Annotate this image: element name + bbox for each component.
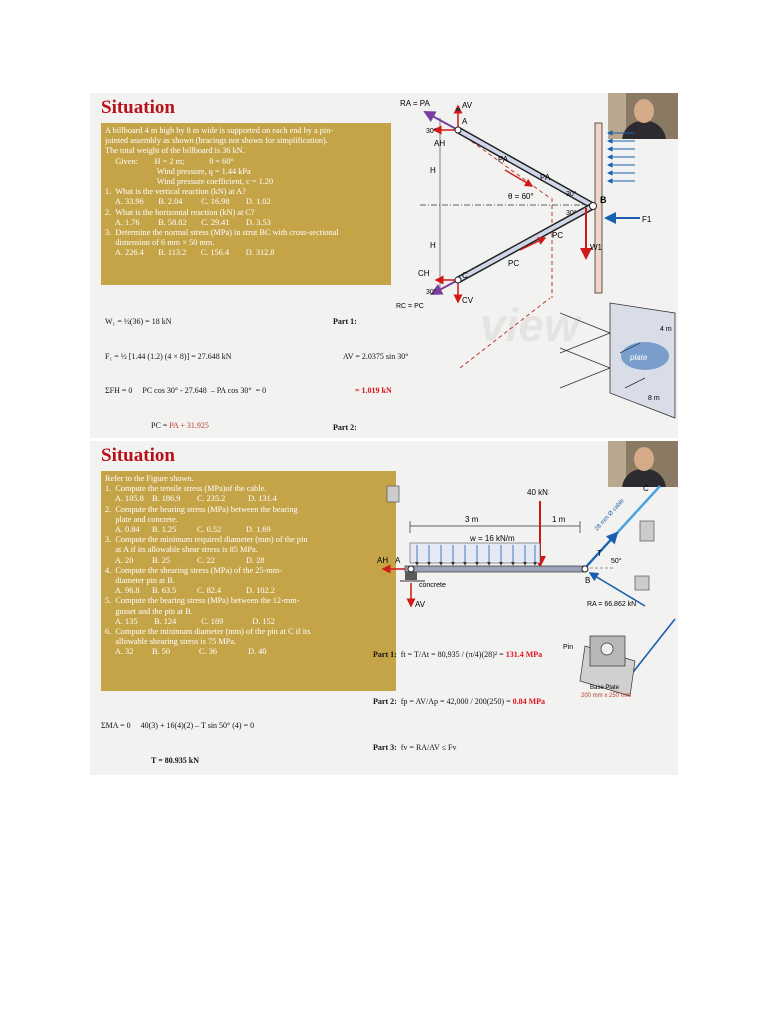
label-w1: W1	[590, 243, 602, 252]
part1-label: Part 1:	[333, 317, 357, 326]
problem-line: 6. Compute the minimum diameter (mm) of the pin at C if its	[105, 627, 311, 637]
part3-expr: fv = RA/AV ≤ Fv	[400, 743, 457, 752]
label-angle: 30°	[566, 210, 577, 217]
problem-line: 3. Compute the minimum required diameter (mm) of the pin	[105, 535, 308, 545]
problem-line: A. 1.76 B. 58.82 C. 29.41 D. 3.53	[105, 217, 271, 227]
problem-line: 1. What is the vertical reaction (kN) at A?	[105, 187, 246, 197]
part1-answer: 131.4 MPa	[505, 650, 543, 659]
part2-answer: 0.84 MPa	[512, 696, 546, 706]
problem-line: 4. Compute the shearing stress (MPa) of the 25-mm-	[105, 565, 282, 575]
problem-line: gusset and the pin at B.	[105, 606, 193, 616]
solution-line: ΣFH = 0 PC cos 30° - 27.648 – PA cos 30° = 0	[105, 386, 267, 395]
problem-line: A. 135 B. 124 C. 189 D. 152	[105, 616, 275, 626]
problem-line: A. 32 B. 50 C. 36 D. 40	[105, 647, 267, 657]
solution-line: W₁ = ½(36) = 18 kN	[105, 317, 172, 326]
solution-left	[105, 293, 272, 438]
label-theta: θ = 60°	[508, 192, 534, 201]
solution-line: PC =	[151, 420, 170, 430]
slide-billboard	[90, 93, 678, 438]
label-concrete: concrete	[419, 582, 446, 589]
solution-right	[333, 293, 452, 438]
label-av: AV	[462, 101, 473, 110]
label-pc1: PC	[552, 231, 564, 240]
label-c: C	[462, 271, 468, 280]
label-span2: 1 m	[552, 515, 566, 524]
label-ah: AH	[434, 139, 446, 148]
label-t: T	[597, 549, 602, 558]
problem-line: dimension of 6 mm × 50 mm.	[105, 238, 215, 248]
part1-line: AV = 2.0375 sin 30°	[343, 351, 409, 361]
solution-left	[101, 697, 377, 775]
label-av: AV	[415, 600, 426, 609]
part2-label: Part 2:	[373, 696, 397, 706]
label-pa2: PA	[540, 173, 551, 182]
label-rc: RC = PC	[396, 303, 424, 310]
label-ah: AH	[377, 556, 389, 565]
plate-logo-text: plate	[630, 353, 648, 362]
problem-line: Wind pressure coefficient, c = 1.20	[105, 177, 274, 187]
problem-line: at A if its allowable shear stress is 85 MPa.	[105, 545, 258, 555]
problem-box	[101, 471, 396, 691]
solution-line: F₁ = ½ [1.44 (1.2) (4 × 8)] = 27.648 kN	[105, 351, 232, 361]
label-angle: 30°	[566, 191, 577, 198]
problem-line: 2. Compute the bearing stress (MPa) between the bearing	[105, 504, 298, 514]
problem-line: Given: H = 2 m; θ = 60°	[105, 156, 234, 166]
problem-line: Wind pressure, q = 1.44 kPa	[105, 166, 251, 176]
part1-expr: ft = T/At = 80,935 / (π/4)(28)² =	[400, 650, 504, 659]
part2-label: Part 2:	[333, 422, 357, 432]
problem-line: 2. What is the horizontal reaction (kN) at C?	[105, 207, 255, 217]
problem-line: jointed assembly as shown (bracings not shown for simplification).	[105, 136, 328, 146]
label-cv: CV	[462, 296, 474, 305]
label-angle: 30°	[426, 128, 437, 135]
problem-line: The total weight of the billboard is 36 kN.	[105, 146, 245, 156]
label-ra: RA = 66.862 kN	[587, 601, 637, 608]
watermark-text: view	[480, 299, 580, 351]
label-ra: RA = PA	[400, 99, 430, 108]
pc-expression: PA + 31.925	[169, 420, 209, 430]
part1-label: Part 1:	[373, 650, 397, 659]
problem-line: A. 33.96 B. 2.04 C. 16.98 D. 1.02	[105, 197, 271, 207]
solution-right	[373, 626, 594, 775]
part1-answer: = 1.019 kN	[355, 386, 392, 395]
label-4m: 4 m	[660, 326, 672, 333]
label-plate-dim: 200 mm x 250 mm	[581, 693, 631, 699]
label-f1: F1	[642, 215, 652, 224]
label-c: C	[643, 484, 649, 493]
problem-line: 5. Compute the bearing stress (MPa) between the 12-mm-	[105, 596, 300, 606]
equation-ma: ΣMA = 0 40(3) + 16(4)(2) – T sin 50° (4) = 0	[101, 721, 255, 730]
label-cable: 28 mm Ø cable	[594, 498, 626, 533]
label-b: B	[600, 195, 607, 205]
slide-title: Situation	[101, 445, 175, 466]
label-pin: Pin	[563, 644, 574, 651]
problem-line: A. 0.84 B. 1.25 C. 0.52 D. 1.69	[105, 525, 271, 535]
label-h2: H	[430, 241, 436, 250]
label-a: A	[462, 117, 468, 126]
problem-line: allowable shearing stress is 75 MPa.	[105, 637, 237, 647]
problem-line: A. 96.8 B. 63.5 C. 82.4 D. 102.2	[105, 586, 275, 596]
label-angle: 50°	[611, 558, 622, 565]
label-b: B	[585, 576, 591, 585]
problem-line: diameter pin at B.	[105, 576, 175, 586]
label-pc2: PC	[508, 259, 520, 268]
label-base-plate: Base Plate	[590, 685, 620, 691]
label-angle: 30°	[426, 289, 437, 296]
label-h1: H	[430, 166, 436, 175]
label-pa1: PA	[498, 155, 509, 164]
problem-line: Refer to the Figure shown.	[105, 474, 194, 483]
slide-beam-cable	[90, 441, 678, 775]
equation-t: T = 80.935 kN	[151, 755, 199, 765]
label-span1: 3 m	[465, 515, 479, 524]
slide-title: Situation	[101, 97, 175, 118]
part3-label: Part 3:	[373, 743, 397, 752]
problem-line: 1. Compute the tensile stress (MPa)of the cable.	[105, 484, 267, 494]
problem-line: A billboard 4 m high by 8 m wide is supported on each end by a pin-	[105, 126, 334, 135]
label-a: A	[395, 556, 401, 565]
problem-line: A. 20 B. 25 C. 22 D. 28	[105, 555, 265, 565]
label-8m: 8 m	[648, 395, 660, 402]
problem-line: A. 226.4 B. 113.2 C. 156.4 D. 312.8	[105, 248, 275, 258]
problem-box	[101, 123, 391, 285]
problem-line: A. 105.8 B. 186.9 C. 235.2 D. 131.4	[105, 494, 277, 504]
problem-line: 3. Determine the normal stress (MPa) in strut BC with cross-sectional	[105, 228, 339, 238]
part2-expr: fp = AV/Ap = 42,000 / 200(250) =	[400, 696, 511, 706]
label-ch: CH	[418, 269, 430, 278]
label-load: 40 kN	[527, 488, 548, 497]
problem-line: plate and concrete.	[105, 514, 178, 524]
label-udl: w = 16 kN/m	[470, 534, 515, 543]
